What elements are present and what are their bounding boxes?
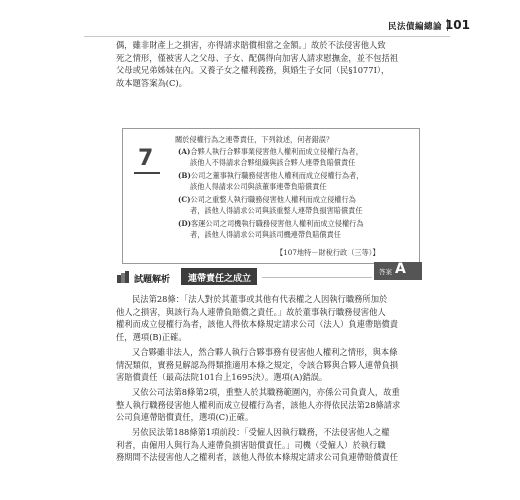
running-header	[0, 0, 520, 34]
question-number: 7	[138, 146, 154, 171]
text-line: 又合夥雖非法人，然合夥人執行合夥事務有侵害他人權利之情形，與本條	[132, 347, 398, 357]
option-text: 該他人得請求公司與該董事連帶負賠償責任	[190, 182, 327, 192]
exam-source: 【107地特－財稅行政（三等）】	[276, 248, 380, 257]
analysis-paragraph	[116, 346, 426, 384]
text-line: 又依公司法第8條第2項，重整人於其職務範圍內，亦係公司負責人，故重	[132, 387, 400, 397]
header-rule	[84, 36, 450, 37]
option-c	[178, 194, 408, 216]
text-line: 公司負連帶賠償責任，選項(C)正確。	[116, 412, 254, 423]
option-label: (A)	[178, 147, 191, 156]
option-text: 公司之重整人執行職務侵害他人權利而成立侵權行為	[190, 195, 356, 204]
text-line: 故本題答案為(C)。	[116, 77, 187, 88]
option-text: 者，該他人得請求公司與該司機連帶負賠償責任	[190, 230, 341, 240]
section-title: 民法債編總論	[387, 22, 442, 32]
text-line: 害賠償責任（最高法院101台上1695決）。選項(A)錯誤。	[116, 372, 328, 383]
option-label: (B)	[178, 171, 191, 180]
option-text: 者，該他人得請求公司與該重整人連帶負損害賠償責任	[190, 206, 363, 216]
answer-value: A	[395, 261, 406, 277]
option-text: 公司之董事執行職務侵害他人權利而成立侵權行為者，	[190, 171, 364, 180]
page-number: 101	[444, 18, 470, 32]
analysis-paragraph	[116, 386, 426, 424]
text-line: 利者，由僱用人與行為人連帶負損害賠償責任。」司機（受僱人）於執行職	[116, 439, 386, 450]
text-line: 務期間不法侵害他人之權利者，該他人得依本條規定請求公司負連帶賠償責任	[116, 452, 399, 463]
text-line: 另依民法第188條第1項前段：「受僱人因執行職務，不法侵害他人之權	[132, 427, 390, 437]
text-line: 他人之損害，與該行為人連帶負賠償之責任。」故於董事執行職務侵害他人	[116, 306, 386, 317]
analysis-icon	[116, 270, 130, 284]
option-label: (D)	[178, 219, 192, 228]
answer-label: 答案	[379, 268, 392, 276]
analysis-rule	[262, 277, 372, 278]
text-line: 整人執行職務侵害他人權利而成立侵權行為者，該他人亦得依民法第28條請求	[116, 399, 401, 410]
text-line: 權利而成立侵權行為者，該他人得依本條規定請求公司（法人）負連帶賠償責	[116, 319, 399, 330]
option-d	[178, 218, 408, 240]
text-line: 民法第28條：「法人對於其董事或其他有代表權之人因執行職務所加於	[132, 294, 388, 304]
analysis-paragraph	[116, 426, 426, 464]
text-line: 任，選項(B)正確。	[116, 331, 187, 342]
text-line: 偶，雖非財產上之損害，亦得請求賠償相當之金額。」故於不法侵害他人致	[116, 40, 386, 50]
option-label: (C)	[178, 195, 191, 204]
text-line: 父母或兄弟姊妹在內。又養子女之權利義務，與婚生子女同（民§1077Ⅰ），	[116, 65, 390, 76]
analysis-paragraph	[116, 293, 426, 343]
option-text: 合夥人執行合夥事業侵害他人權利而成立侵權行為者，	[190, 147, 363, 156]
option-b	[178, 170, 408, 192]
intro-paragraph	[116, 39, 426, 89]
option-a	[178, 146, 408, 168]
question-stem: 關於侵權行為之連帶責任，下列敘述，何者錯誤？	[175, 135, 334, 144]
text-line: 死之情形，僅被害人之父母、子女、配偶得向加害人請求慰撫金，並不包括祖	[116, 52, 399, 63]
text-line: 情況類似，實務見解認為得類推適用本條之規定，令該合夥與合夥人連帶負損	[116, 359, 399, 370]
analysis-label: 試題解析	[134, 275, 171, 285]
question-number-underline	[134, 172, 160, 174]
option-text: 客運公司之司機執行職務侵害他人權利而成立侵權行為	[191, 219, 364, 228]
option-text: 該他人不得請求合夥組織與該合夥人連帶負賠償責任	[190, 158, 356, 168]
analysis-topic: 連帶責任之成立	[188, 274, 252, 284]
